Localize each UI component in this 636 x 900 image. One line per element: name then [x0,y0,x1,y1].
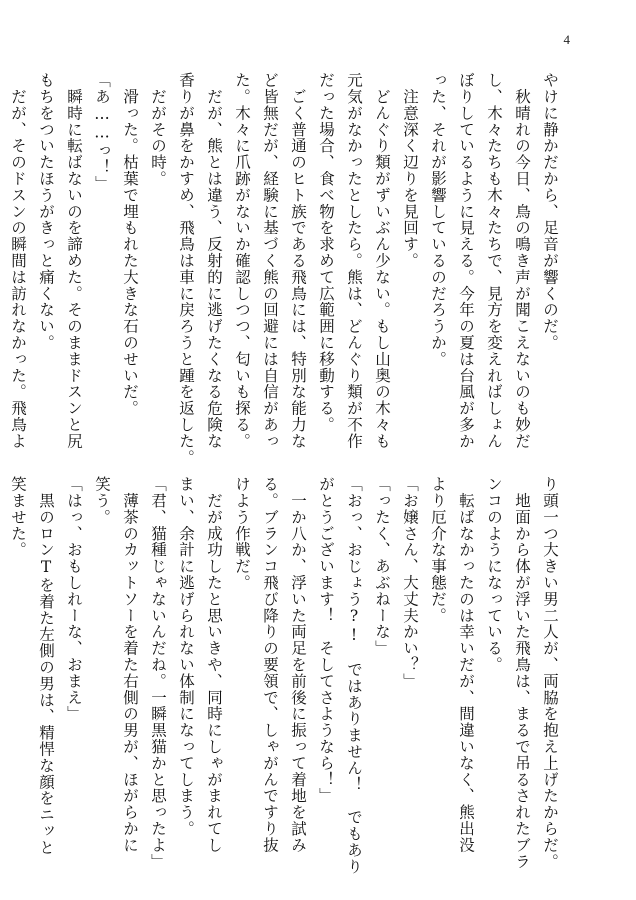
text-line: ぼりしているように見える。今年の夏は台風が多か [457,72,475,450]
text-line: 「ったく、あぶねーな」 [373,476,391,657]
text-line: 黒のロンTを着た左側の男は、精悍な顔をニッと [37,476,55,856]
text-line: 「はっ、おもしれーな、おまえ」 [65,476,83,722]
upper-text-block [4,72,564,466]
text-line: より厄介な事態だ。 [429,476,447,624]
text-line: 転ばなかったのは幸いだが、間違いなく、熊出没 [457,476,475,854]
page-number: 4 [563,32,570,47]
text-line: り頭一つ大きい男二人が、両脇を抱え上げたからだ。 [541,476,559,870]
text-line: 「君、猫種じゃないんだね。一瞬黒猫かと思ったよ」 [149,476,167,870]
text-line: まい、余計に逃げられない体制になってしまう。 [177,476,195,837]
text-line: だが、そのドスンの瞬間は訪れなかった。飛鳥よ [9,72,27,450]
text-line: だが、熊とは違う、反射的に逃げたくなる危険な [205,72,223,450]
text-line: 笑ませた。 [9,476,27,558]
lower-text-block [4,476,564,875]
text-line: た。木々に爪跡がないか確認しつつ、匂いも探る。 [233,72,251,450]
text-line: だが成功したと思いきや、同時にしゃがまれてし [205,476,223,854]
text-line: 瞬時に転ばないのを諦めた。そのままドスンと尻 [65,72,83,450]
text-line: やけに静かだから、足音が響くのだ。 [541,72,559,351]
text-line: どんぐり類がずいぶん少ない。もし山奥の木々も [373,72,391,450]
text-line: 地面から体が浮いた飛鳥は、まるで吊るされたブラ [513,476,531,870]
text-line: 香りが鼻をかすめ、飛鳥は車に戻ろうと踵を返した。 [177,72,195,466]
text-line: けよう作戦だ。 [233,476,251,591]
text-line: ンコのようになっている。 [485,476,503,673]
text-line: し、木々たちも木々たちで、見方を変えればしょん [485,72,503,450]
text-line: 秋晴れの今日、鳥の鳴き声が聞こえないのも妙だ [513,72,531,450]
text-line: 「おっ、おじょう?! ではありません！ でもあり [345,476,363,875]
text-line: 笑う。 [93,476,111,526]
text-line: る。ブランコ飛び降りの要領で、しゃがんですり抜 [261,476,279,854]
text-line: 「あ……っ！」 [93,72,111,192]
text-line: ど皆無だが、経験に基づく熊の回避には自信があっ [261,72,279,450]
text-line: だった場合、食べ物を求めて広範囲に移動する。 [317,72,335,433]
text-line: った、それが影響しているのだろうか。 [429,72,447,368]
text-line: 注意深く辺りを見回す。 [401,72,419,269]
text-line: 滑った。枯葉で埋もれた大きな石のせいだ。 [121,72,139,417]
text-line: だがその時。 [149,72,167,187]
text-line: 「お嬢さん、大丈夫かい？」 [401,476,419,690]
text-line: 元気がなかったとしたら。熊は、どんぐり類が不作 [345,72,363,450]
text-line: 薄茶のカットソーを着た右側の男が、ほがらかに [121,476,139,854]
text-line: もちをついたほうがきっと痛くない。 [37,72,55,351]
text-line: 一か八か、浮いた両足を前後に振って着地を試み [289,476,307,854]
text-line: ごく普通のヒト族である飛鳥には、特別な能力な [289,72,307,450]
text-line: がとうございます！ そしてさようなら！」 [317,476,335,804]
